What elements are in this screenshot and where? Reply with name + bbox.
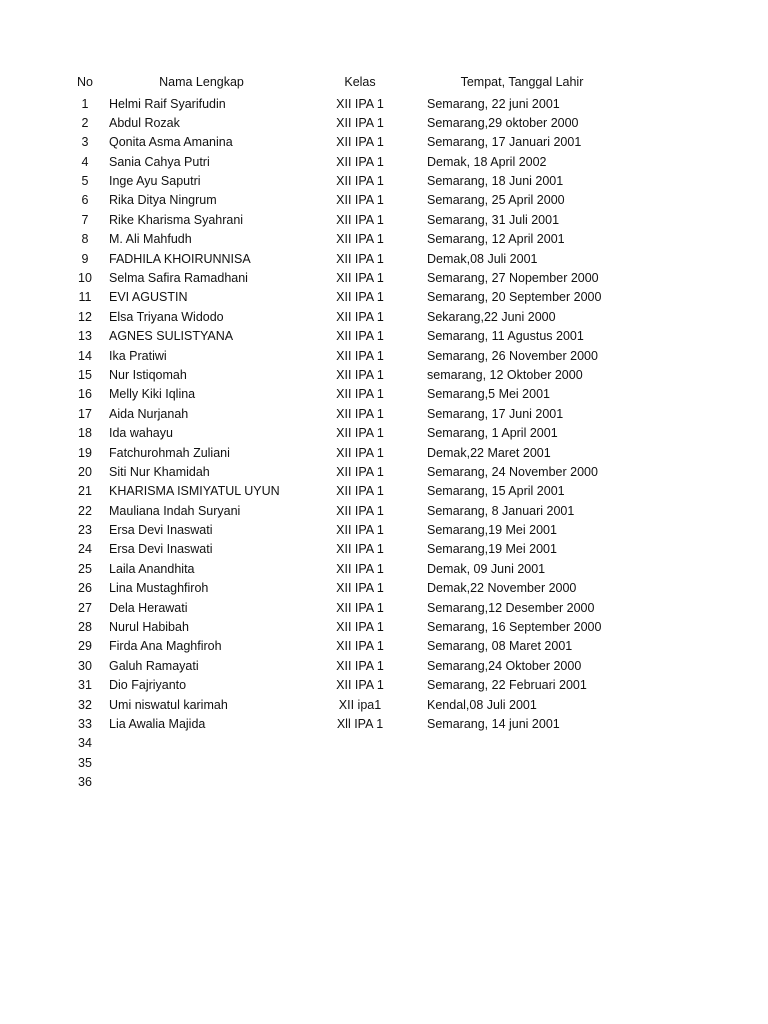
cell-nama: AGNES SULISTYANA bbox=[109, 329, 234, 344]
cell-nama: Sania Cahya Putri bbox=[109, 154, 210, 169]
cell-no: 34 bbox=[78, 736, 92, 751]
cell-kelas: XII IPA 1 bbox=[336, 232, 384, 247]
cell-kelas: XII IPA 1 bbox=[336, 154, 384, 169]
cell-no: 1 bbox=[81, 96, 89, 111]
cell-tempat-tanggal-lahir: Demak,22 Maret 2001 bbox=[427, 445, 551, 460]
cell-no: 21 bbox=[78, 484, 92, 499]
table-row bbox=[0, 502, 768, 521]
cell-no: 12 bbox=[78, 309, 92, 324]
cell-tempat-tanggal-lahir: Kendal,08 Juli 2001 bbox=[427, 697, 537, 712]
table-row bbox=[0, 715, 768, 734]
cell-tempat-tanggal-lahir: Semarang,12 Desember 2000 bbox=[427, 600, 595, 615]
table-row bbox=[0, 579, 768, 598]
table-row bbox=[0, 560, 768, 579]
cell-no: 16 bbox=[78, 387, 92, 402]
cell-nama: Fatchurohmah Zuliani bbox=[109, 445, 230, 460]
table-row bbox=[0, 618, 768, 637]
cell-no: 20 bbox=[78, 464, 92, 479]
table-row bbox=[0, 95, 768, 114]
table-row bbox=[0, 230, 768, 249]
table-row bbox=[0, 308, 768, 327]
cell-nama: Ika Pratiwi bbox=[109, 348, 167, 363]
table-row bbox=[0, 637, 768, 656]
cell-kelas: XII IPA 1 bbox=[336, 542, 384, 557]
cell-kelas: XII IPA 1 bbox=[336, 523, 384, 538]
cell-tempat-tanggal-lahir: Semarang, 08 Maret 2001 bbox=[427, 639, 573, 654]
table-row bbox=[0, 385, 768, 404]
table-row bbox=[0, 599, 768, 618]
table-row bbox=[0, 676, 768, 695]
table-body bbox=[0, 95, 768, 793]
cell-nama: Laila Anandhita bbox=[109, 561, 195, 576]
cell-no: 35 bbox=[78, 755, 92, 770]
cell-kelas: XII IPA 1 bbox=[336, 115, 384, 130]
cell-no: 28 bbox=[78, 620, 92, 635]
table-row bbox=[0, 327, 768, 346]
cell-nama: Rike Kharisma Syahrani bbox=[109, 212, 244, 227]
cell-tempat-tanggal-lahir: Demak,08 Juli 2001 bbox=[427, 251, 538, 266]
cell-no: 5 bbox=[81, 174, 89, 189]
cell-nama: Lina Mustaghfiroh bbox=[109, 581, 209, 596]
cell-tempat-tanggal-lahir: Demak, 18 April 2002 bbox=[427, 154, 547, 169]
cell-kelas: Xll IPA 1 bbox=[336, 717, 384, 731]
table-row bbox=[0, 114, 768, 133]
table-row bbox=[0, 133, 768, 152]
table-row bbox=[0, 288, 768, 307]
cell-no: 7 bbox=[81, 212, 89, 227]
cell-nama: EVI AGUSTIN bbox=[109, 290, 188, 305]
cell-tempat-tanggal-lahir: semarang, 12 Oktober 2000 bbox=[427, 367, 583, 382]
cell-tempat-tanggal-lahir: Semarang, 18 Juni 2001 bbox=[427, 174, 564, 189]
cell-tempat-tanggal-lahir: Semarang, 27 Nopember 2000 bbox=[427, 271, 599, 286]
cell-kelas: XII IPA 1 bbox=[336, 503, 384, 518]
cell-no: 36 bbox=[78, 775, 92, 790]
cell-kelas: XII IPA 1 bbox=[336, 329, 384, 344]
cell-nama: Rika Ditya Ningrum bbox=[109, 193, 217, 208]
table-row bbox=[0, 734, 768, 753]
cell-kelas: XII IPA 1 bbox=[336, 96, 384, 111]
cell-nama: Aida Nurjanah bbox=[109, 406, 189, 421]
table-row bbox=[0, 773, 768, 792]
table-row bbox=[0, 269, 768, 288]
cell-kelas: XII IPA 1 bbox=[336, 658, 384, 673]
cell-tempat-tanggal-lahir: Semarang,24 Oktober 2000 bbox=[427, 658, 582, 673]
table-row bbox=[0, 754, 768, 773]
cell-kelas: XII IPA 1 bbox=[336, 484, 384, 499]
cell-kelas: XII IPA 1 bbox=[336, 193, 384, 208]
table-row bbox=[0, 540, 768, 559]
cell-tempat-tanggal-lahir: Semarang,29 oktober 2000 bbox=[427, 115, 579, 130]
cell-no: 17 bbox=[78, 406, 92, 421]
table-row bbox=[0, 521, 768, 540]
cell-tempat-tanggal-lahir: Semarang, 1 April 2001 bbox=[427, 426, 558, 441]
cell-no: 10 bbox=[78, 271, 92, 286]
cell-kelas: XII IPA 1 bbox=[336, 212, 384, 227]
cell-nama: Umi niswatul karimah bbox=[109, 697, 228, 712]
cell-no: 27 bbox=[78, 600, 92, 615]
cell-kelas: XII IPA 1 bbox=[336, 639, 384, 654]
cell-kelas: XII IPA 1 bbox=[336, 251, 384, 266]
cell-tempat-tanggal-lahir: Semarang, 20 September 2000 bbox=[427, 290, 602, 305]
cell-nama: Mauliana Indah Suryani bbox=[109, 503, 241, 518]
cell-nama: Ersa Devi Inaswati bbox=[109, 523, 213, 538]
cell-tempat-tanggal-lahir: Semarang, 17 Juni 2001 bbox=[427, 406, 564, 421]
cell-no: 33 bbox=[78, 717, 92, 731]
table-row bbox=[0, 366, 768, 385]
header-tempat-tanggal-lahir: Tempat, Tanggal Lahir bbox=[460, 75, 584, 89]
cell-kelas: XII IPA 1 bbox=[336, 348, 384, 363]
cell-nama: Selma Safira Ramadhani bbox=[109, 271, 248, 286]
table-row bbox=[0, 463, 768, 482]
cell-tempat-tanggal-lahir: Semarang, 15 April 2001 bbox=[427, 484, 565, 499]
cell-no: 24 bbox=[78, 542, 92, 557]
cell-nama: Nur Istiqomah bbox=[109, 367, 187, 382]
table-row bbox=[0, 191, 768, 210]
cell-tempat-tanggal-lahir: Semarang, 17 Januari 2001 bbox=[427, 135, 582, 150]
cell-no: 3 bbox=[81, 135, 89, 150]
cell-nama: Ersa Devi Inaswati bbox=[109, 542, 213, 557]
header-no: No bbox=[77, 75, 93, 89]
cell-kelas: XII IPA 1 bbox=[336, 271, 384, 286]
table-header-row bbox=[0, 71, 768, 93]
cell-nama: Nurul Habibah bbox=[109, 620, 189, 635]
cell-no: 13 bbox=[78, 329, 92, 344]
cell-kelas: XII IPA 1 bbox=[336, 387, 384, 402]
cell-nama: KHARISMA ISMIYATUL UYUN bbox=[109, 484, 280, 499]
table-row bbox=[0, 405, 768, 424]
cell-kelas: XII IPA 1 bbox=[336, 445, 384, 460]
cell-no: 31 bbox=[78, 678, 92, 693]
cell-tempat-tanggal-lahir: Semarang, 11 Agustus 2001 bbox=[427, 329, 584, 344]
cell-tempat-tanggal-lahir: Semarang, 8 Januari 2001 bbox=[427, 503, 575, 518]
table-row bbox=[0, 250, 768, 269]
cell-nama: FADHILA KHOIRUNNISA bbox=[109, 251, 251, 266]
cell-kelas: XII IPA 1 bbox=[336, 678, 384, 693]
cell-tempat-tanggal-lahir: Semarang, 12 April 2001 bbox=[427, 232, 565, 247]
cell-tempat-tanggal-lahir: Demak, 09 Juni 2001 bbox=[427, 561, 546, 576]
cell-kelas: XII IPA 1 bbox=[336, 620, 384, 635]
cell-no: 11 bbox=[78, 290, 92, 305]
cell-tempat-tanggal-lahir: Demak,22 November 2000 bbox=[427, 581, 577, 596]
cell-tempat-tanggal-lahir: Semarang, 24 November 2000 bbox=[427, 464, 598, 479]
table-row bbox=[0, 153, 768, 172]
cell-no: 8 bbox=[81, 232, 89, 247]
cell-nama: Dio Fajriyanto bbox=[109, 678, 187, 693]
cell-kelas: XII IPA 1 bbox=[336, 406, 384, 421]
cell-tempat-tanggal-lahir: Semarang, 22 juni 2001 bbox=[427, 96, 560, 111]
cell-nama: Melly Kiki Iqlina bbox=[109, 387, 196, 402]
cell-tempat-tanggal-lahir: Semarang, 25 April 2000 bbox=[427, 193, 565, 208]
table-row bbox=[0, 482, 768, 501]
cell-no: 15 bbox=[78, 367, 92, 382]
cell-no: 19 bbox=[78, 445, 92, 460]
cell-tempat-tanggal-lahir: Semarang, 22 Februari 2001 bbox=[427, 678, 587, 693]
cell-no: 4 bbox=[81, 154, 89, 169]
table-row bbox=[0, 211, 768, 230]
cell-nama: Abdul Rozak bbox=[109, 115, 180, 130]
cell-no: 6 bbox=[81, 193, 89, 208]
table-row bbox=[0, 424, 768, 443]
cell-kelas: XII ipa1 bbox=[338, 697, 382, 712]
cell-tempat-tanggal-lahir: Semarang, 14 juni 2001 bbox=[427, 717, 560, 731]
cell-kelas: XII IPA 1 bbox=[336, 600, 384, 615]
cell-tempat-tanggal-lahir: Sekarang,22 Juni 2000 bbox=[427, 309, 556, 324]
cell-nama: Helmi Raif Syarifudin bbox=[109, 96, 226, 111]
cell-kelas: XII IPA 1 bbox=[336, 309, 384, 324]
cell-no: 30 bbox=[78, 658, 92, 673]
header-nama-lengkap: Nama Lengkap bbox=[159, 75, 244, 89]
table-row bbox=[0, 657, 768, 676]
cell-no: 18 bbox=[78, 426, 92, 441]
table-row bbox=[0, 347, 768, 366]
table-row bbox=[0, 172, 768, 191]
cell-kelas: XII IPA 1 bbox=[336, 367, 384, 382]
cell-nama: Siti Nur Khamidah bbox=[109, 464, 210, 479]
cell-kelas: XII IPA 1 bbox=[336, 581, 384, 596]
cell-nama: Galuh Ramayati bbox=[109, 658, 199, 673]
cell-no: 26 bbox=[78, 581, 92, 596]
cell-nama: Dela Herawati bbox=[109, 600, 188, 615]
table-row bbox=[0, 444, 768, 463]
cell-nama: Lia Awalia Majida bbox=[109, 717, 206, 731]
cell-nama: Inge Ayu Saputri bbox=[109, 174, 201, 189]
cell-no: 22 bbox=[78, 503, 92, 518]
cell-tempat-tanggal-lahir: Semarang,19 Mei 2001 bbox=[427, 523, 557, 538]
cell-tempat-tanggal-lahir: Semarang,19 Mei 2001 bbox=[427, 542, 557, 557]
cell-no: 29 bbox=[78, 639, 92, 654]
cell-kelas: XII IPA 1 bbox=[336, 426, 384, 441]
table-row bbox=[0, 696, 768, 715]
cell-tempat-tanggal-lahir: Semarang, 26 November 2000 bbox=[427, 348, 598, 363]
cell-no: 9 bbox=[81, 251, 89, 266]
cell-nama: M. Ali Mahfudh bbox=[109, 232, 192, 247]
cell-no: 25 bbox=[78, 561, 92, 576]
cell-nama: Elsa Triyana Widodo bbox=[109, 309, 224, 324]
cell-kelas: XII IPA 1 bbox=[336, 135, 384, 150]
cell-tempat-tanggal-lahir: Semarang, 31 Juli 2001 bbox=[427, 212, 560, 227]
header-kelas: Kelas bbox=[344, 75, 376, 89]
cell-kelas: XII IPA 1 bbox=[336, 464, 384, 479]
cell-kelas: XII IPA 1 bbox=[336, 174, 384, 189]
cell-no: 23 bbox=[78, 523, 92, 538]
cell-no: 14 bbox=[78, 348, 92, 363]
cell-nama: Firda Ana Maghfiroh bbox=[109, 639, 222, 654]
cell-tempat-tanggal-lahir: Semarang,5 Mei 2001 bbox=[427, 387, 550, 402]
cell-tempat-tanggal-lahir: Semarang, 16 September 2000 bbox=[427, 620, 602, 635]
student-table bbox=[0, 71, 768, 793]
cell-kelas: XII IPA 1 bbox=[336, 561, 384, 576]
cell-no: 32 bbox=[78, 697, 92, 712]
cell-nama: Qonita Asma Amanina bbox=[109, 135, 233, 150]
cell-no: 2 bbox=[81, 115, 89, 130]
cell-nama: Ida wahayu bbox=[109, 426, 173, 441]
cell-kelas: XII IPA 1 bbox=[336, 290, 384, 305]
